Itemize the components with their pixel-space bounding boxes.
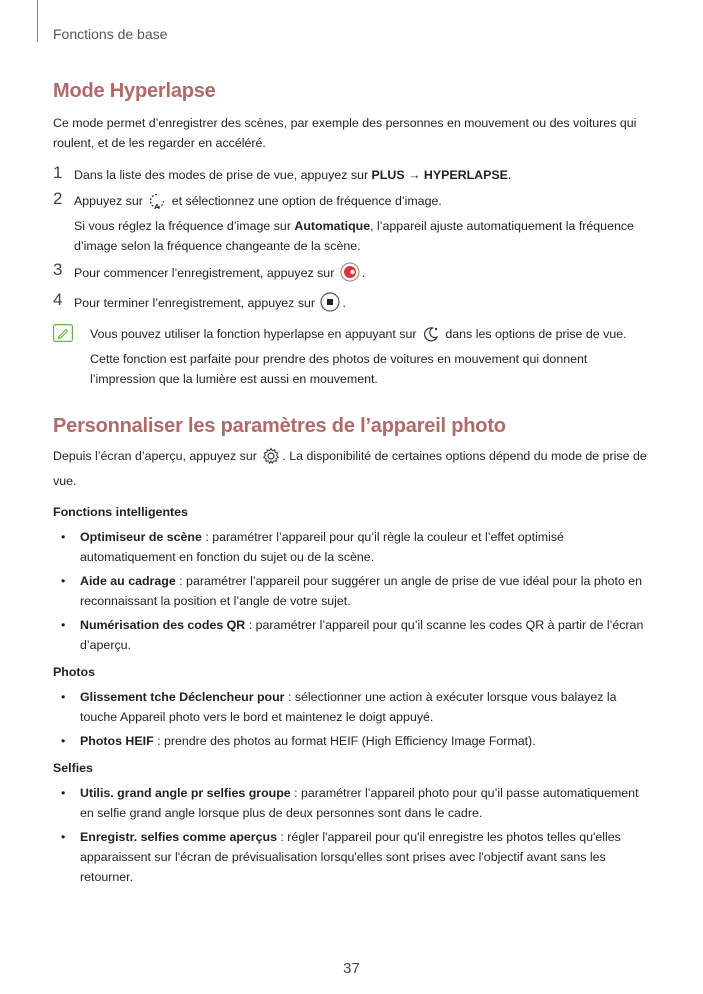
- automatique-label: Automatique: [294, 219, 371, 233]
- settings-intro: Depuis l’écran d’aperçu, appuyez sur . La disponibilité de certaines options dépend du mode de prise de vue.: [53, 449, 647, 488]
- photos-list: [53, 687, 653, 751]
- plus-label: PLUS: [371, 168, 405, 182]
- subheading-selfies: Selfies: [53, 761, 93, 775]
- list-item: • Numérisation des codes QR : paramétrer l’appareil pour qu’il scanne les codes QR à partir de l’écran d’aperçu.: [61, 618, 644, 652]
- section-title-hyperlapse: Mode Hyperlapse: [53, 80, 216, 102]
- hyperlapse-intro: Ce mode permet d’enregistrer des scènes, par exemple des personnes en mouvement ou des voitures qui roulent, et de les regarder en accéléré.: [53, 116, 637, 150]
- record-button-icon: [340, 262, 360, 288]
- step-4: 4 Pour terminer l’enregistrement, appuyez sur .: [53, 292, 653, 318]
- stop-button-icon: [320, 292, 340, 318]
- page-content: [53, 80, 653, 887]
- night-hyperlapse-icon: [422, 325, 440, 349]
- subheading-smart-functions: Fonctions intelligentes: [53, 505, 188, 519]
- step-1: 1 Dans la liste des modes de prise de vue, appuyez sur PLUS → HYPERLAPSE.: [53, 163, 512, 182]
- step-number: 3: [53, 260, 63, 279]
- gear-icon: [262, 447, 280, 471]
- hyperlapse-label: HYPERLAPSE: [423, 168, 508, 182]
- header-rule: [37, 0, 38, 42]
- smart-functions-list: [53, 527, 653, 655]
- step-number: 2: [53, 189, 63, 208]
- list-item: • Utilis. grand angle pr selfies groupe : paramétrer l’appareil photo pour qu’il passe automatiquement en selfie grand angle lorsque plus de deux personnes sont dans le cadre.: [61, 786, 639, 820]
- note-block: Vous pouvez utiliser la fonction hyperlapse en appuyant sur dans les options de prise de vue. Cette fonction est parfaite pour prendre des photos de voitures en mouvement qui donnent l’impression que la lumière est aussi en mouvement.: [53, 324, 653, 389]
- frame-rate-auto-icon: [148, 192, 166, 216]
- list-item: • Photos HEIF : prendre des photos au format HEIF (High Efficiency Image Format).: [61, 734, 536, 748]
- list-item: • Optimiseur de scène : paramétrer l’appareil pour qu’il règle la couleur et l’effet optimisé automatiquement en fonction du sujet ou de la scène.: [61, 530, 564, 564]
- page-number: 37: [343, 960, 360, 977]
- step-number: 4: [53, 290, 63, 309]
- step-2: 2 Appuyez sur A et sélectionnez une option de fréquence d’image. Si vous réglez la fréquence d’image sur Automatique, l’appareil ajuste automatiquement la fréquence d’image selon la fréquence changeante de la scène.: [53, 189, 634, 253]
- step-3: 3 Pour commencer l’enregistrement, appuyez sur .: [53, 262, 653, 288]
- selfies-list: [53, 783, 653, 887]
- section-title-camera-settings: Personnaliser les paramètres de l’appareil photo: [53, 415, 506, 437]
- list-item: • Enregistr. selfies comme aperçus : régler l'appareil pour qu'il enregistre les photos telles qu'elles apparaissent sur l'écran de prévisualisation lorsqu'elles sont prises avec l'objectif avant sans les retourner.: [61, 830, 621, 884]
- list-item: • Glissement tche Déclencheur pour : sélectionner une action à exécuter lorsque vous balayez la touche Appareil photo vers le bord et maintenez le doigt appuyé.: [61, 690, 617, 724]
- list-item: • Aide au cadrage : paramétrer l’appareil pour suggérer un angle de prise de vue idéal pour la photo en reconnaissant la position et l’angle de votre sujet.: [61, 574, 643, 608]
- note-pencil-icon: [53, 324, 73, 348]
- svg-text:A: A: [154, 203, 161, 210]
- subheading-photos: Photos: [53, 665, 95, 679]
- running-header: Fonctions de base: [53, 26, 168, 42]
- step-number: 1: [53, 163, 63, 182]
